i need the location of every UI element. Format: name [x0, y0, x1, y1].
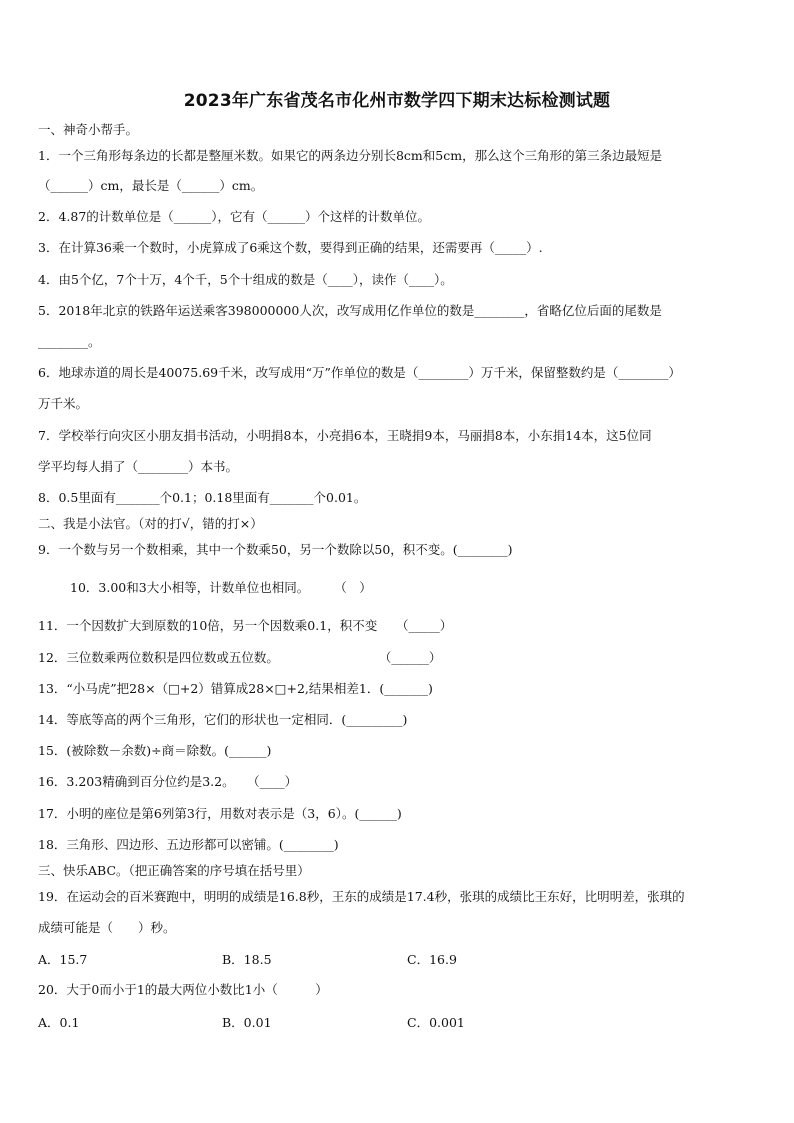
question-4: 4．由5个亿，7个十万，4个千，5个十组成的数是（____），读作（____）。: [38, 272, 453, 287]
question-9: 9．一个数与另一个数相乘，其中一个数乘50，另一个数除以50，积不变。(________): [38, 542, 513, 557]
section-heading-2: 二、我是小法官。（对的打√，错的打×）: [38, 516, 263, 531]
question-1-line-2: （______）cm，最长是（______）cm。: [38, 178, 264, 193]
question-20-option-b: B．0.01: [222, 1015, 272, 1030]
question-10: 10．3.00和3大小相等，计数单位也相同。 （ ）: [70, 580, 372, 595]
question-20: 20．大于0而小于1的最大两位小数比1小（ ）: [38, 982, 328, 997]
section-heading-1: 一、神奇小帮手。: [38, 122, 139, 137]
question-18: 18．三角形、四边形、五边形都可以密铺。(________): [38, 837, 339, 852]
question-16: 16．3.203精确到百分位约是3.2。 （____）: [38, 774, 298, 789]
question-3: 3．在计算36乘一个数时，小虎算成了6乘这个数，要得到正确的结果，还需要再（_____）.: [38, 240, 543, 255]
question-19-option-c: C．16.9: [407, 952, 457, 967]
question-6-line-2: 万千米。: [38, 396, 89, 411]
question-5-line-2: ________。: [38, 334, 101, 349]
question-8: 8．0.5里面有_______个0.1；0.18里面有_______个0.01。: [38, 490, 367, 505]
question-12: 12．三位数乘两位数积是四位数或五位数。 （______）: [38, 650, 442, 665]
question-19-line-1: 19．在运动会的百米赛跑中，明明的成绩是16.8秒，王东的成绩是17.4秒，张琪的成绩比王东好，比明明差，张琪的: [38, 889, 685, 904]
question-2: 2．4.87的计数单位是（______），它有（______）个这样的计数单位。: [38, 209, 431, 224]
question-15: 15．(被除数－余数)÷商＝除数。(______): [38, 743, 272, 758]
section-heading-3: 三、快乐ABC。（把正确答案的序号填在括号里）: [38, 863, 310, 878]
question-19-option-a: A．15.7: [38, 952, 88, 967]
question-13: 13．“小马虎”把28×（□+2）错算成28×□+2,结果相差1．(_______): [38, 681, 433, 696]
question-19-option-b: B．18.5: [222, 952, 272, 967]
question-17: 17．小明的座位是第6列第3行，用数对表示是（3，6）。(______): [38, 806, 402, 821]
page-title: 2023年广东省茂名市化州市数学四下期末达标检测试题: [183, 91, 611, 111]
question-6-line-1: 6．地球赤道的周长是40075.69千米，改写成用“万”作单位的数是（________）万千米，保留整数约是（________）: [38, 365, 681, 380]
question-20-option-c: C．0.001: [407, 1015, 465, 1030]
question-11: 11．一个因数扩大到原数的10倍，另一个因数乘0.1，积不变 （_____）: [38, 618, 453, 633]
question-14: 14．等底等高的两个三角形，它们的形状也一定相同．(_________): [38, 712, 408, 727]
question-7-line-2: 学平均每人捐了（________）本书。: [38, 459, 239, 474]
question-19-line-2: 成绩可能是（ ）秒。: [38, 920, 176, 935]
question-1-line-1: 1．一个三角形每条边的长都是整厘米数。如果它的两条边分别长8cm和5cm，那么这个三角形的第三条边最短是: [38, 148, 663, 163]
question-20-option-a: A．0.1: [38, 1015, 80, 1030]
question-5-line-1: 5．2018年北京的铁路年运送乘客398000000人次，改写成用亿作单位的数是________，省略亿位后面的尾数是: [38, 303, 662, 318]
question-7-line-1: 7．学校举行向灾区小朋友捐书活动，小明捐8本，小亮捐6本，王晓捐9本，马丽捐8本，小东捐14本，这5位同: [38, 428, 652, 443]
